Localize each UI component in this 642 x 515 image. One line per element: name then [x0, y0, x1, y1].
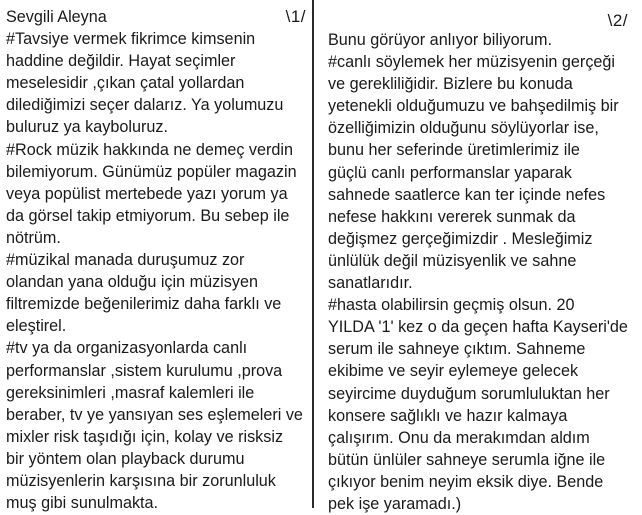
page-number-1: \1/	[285, 7, 306, 26]
page-number-2: \2/	[607, 11, 628, 30]
right-note-text: Bunu görüyor anlıyor biliyorum. #canlı söylemek her müzisyenin gerçeği ve gerekliliğidir. Bizlere bu konuda yetenekli olduğumuzu ve bahşedilmiş bir özelliğimizin olduğunu söylüyorlar ise, bunu her seferinde üretimlerimiz ile güçlü canlı performanslar yaparak sahnede saatlerce kan ter içinde nefes nefese hakkını vererek sunmak da değişmez gerçeğimizdir . Mesleğimiz ünlülük değil müzisyenlik ve sahne sanatlarıdır. #hasta olabilirsin geçmiş olsun. 20 YILDA '1' kez o da geçen hafta Kayseri'de serum ile sahneye çıktım. Sahneme ekibime ve seyir eylemeye gelecek seyircime duyduğum sorumluluktan her konsere sağlıklı ve hazır kalmaya çalışırım. Onu da merakımdan aldım bütün ünlüler sahneye serumla iğne ile çıkıyor benim neyim eksik diye. Bende pek işe yaramadı.)	[328, 31, 628, 513]
left-note-panel	[0, 0, 314, 513]
right-note-panel	[314, 0, 642, 513]
left-note-text: Sevgili Aleyna #Tavsiye vermek fikrimce kimsenin haddine değildir. Hayat seçimler meselesidir ,çıkan çatal yollardan dilediğimizi seçer dalarız. Ya yolumuzu buluruz ya kayboluruz. #Rock müzik hakkında ne demeç verdin bilemiyorum. Günümüz popüler magazin veya popülist mertebede yazı yorum ya da görsel takip etmiyorum. Bu sebep ile nötrüm. #müzikal manada duruşumuz zor olandan yana olduğu için müzisyen filtremizde beğenilerimiz daha farklı ve eleştirel. #tv ya da organizasyonlarda canlı performanslar ,sistem kurulumu ,prova gereksinimleri ,masraf kalemleri ile beraber, tv ye yansıyan ses eşlemeleri ve mixler risk taşıdığı için, kolay ve risksiz bir yöntem olan playback durumu müzisyenlerin karşısına bir zorunluluk muş gibi sunulmakta.	[6, 8, 303, 513]
